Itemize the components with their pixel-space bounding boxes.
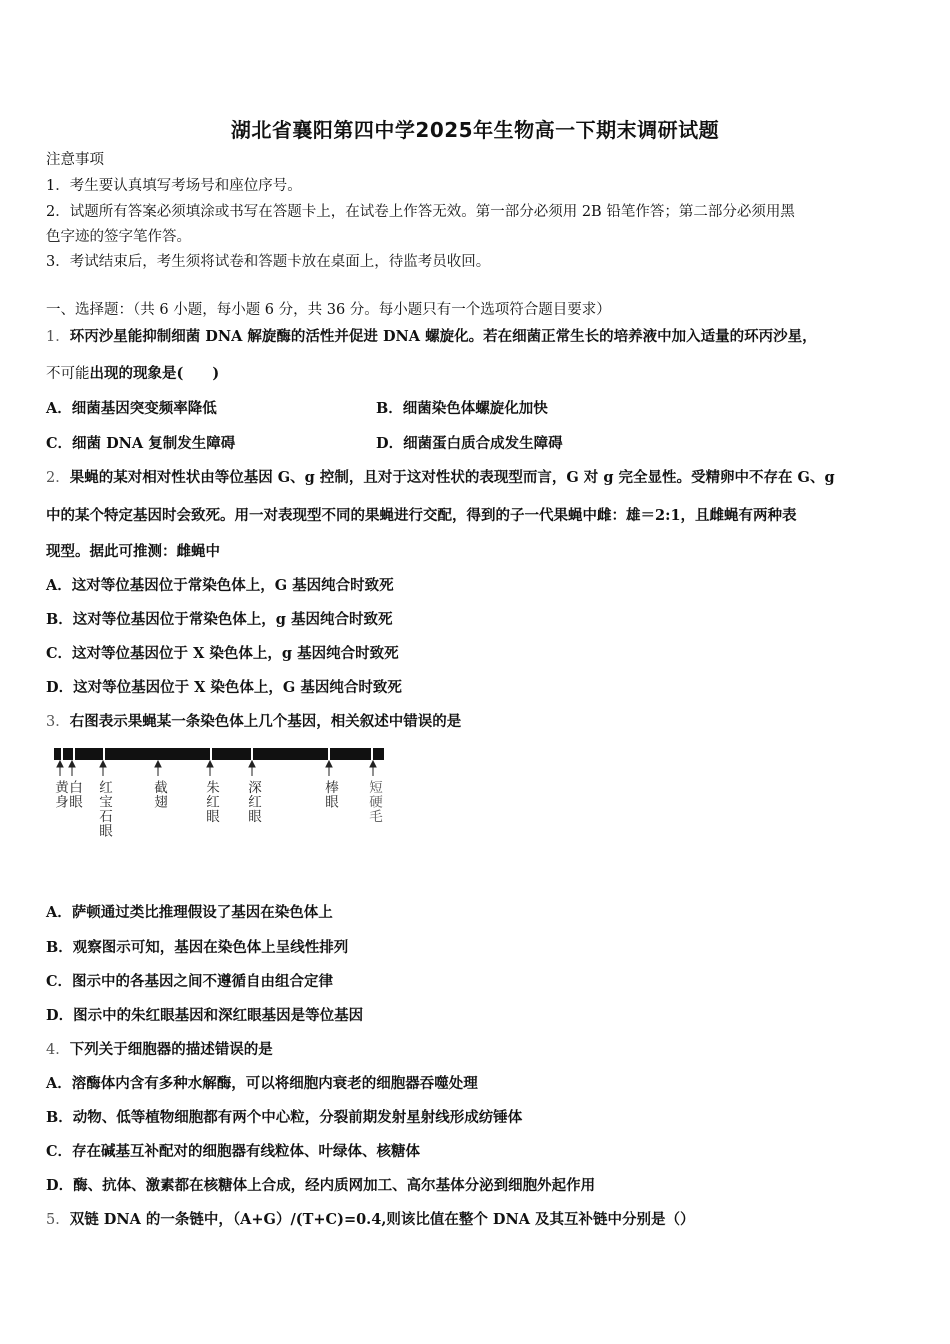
question-text: 环丙沙星能抑制细菌 DNA 解旋酶的活性并促进 DNA 螺旋化。若在细菌正常生长的培养液中加入适量的环丙沙星， bbox=[69, 328, 817, 345]
chromosome-gene-diagram bbox=[48, 742, 388, 862]
gene-label-vermilion-eye: 朱红眼 bbox=[203, 780, 219, 824]
notice-item: 2．试题所有答案必须填涂或书写在答题卡上，在试卷上作答无效。第一部分必须用 2B 铅笔作答；第二部分必须用黑 bbox=[46, 204, 795, 220]
section-heading: 一、选择题：（共 6 小题，每小题 6 分，共 36 分。每小题只有一个选项符合题目要求） bbox=[46, 302, 611, 318]
question-text: 双链 DNA 的一条链中，（A+G）/(T+C)=0.4,则该比值在整个 DNA 及其互补链中分别是（） bbox=[69, 1211, 695, 1228]
question-text: 右图表示果蝇某一条染色体上几个基因，相关叙述中错误的是 bbox=[69, 713, 462, 730]
notice-item: 色字迹的签字笔作答。 bbox=[46, 229, 191, 245]
option-a[interactable]: A．溶酶体内含有多种水解酶，可以将细胞内衰老的细胞器吞噬处理 bbox=[46, 1075, 478, 1092]
option-a[interactable]: A．萨顿通过类比推理假设了基因在染色体上 bbox=[46, 904, 333, 921]
question-3 bbox=[46, 712, 908, 732]
option-d[interactable]: D．这对等位基因位于 X 染色体上，G 基因纯合时致死 bbox=[46, 679, 402, 696]
question-2-line3: 现型。据此可推测：雌蝇中 bbox=[46, 543, 220, 560]
question-number: 3． bbox=[46, 714, 70, 730]
notice-heading: 注意事项 bbox=[46, 152, 104, 168]
option-b[interactable]: B．观察图示可知，基因在染色体上呈线性排列 bbox=[46, 939, 349, 956]
option-b[interactable]: B．细菌染色体螺旋化加快 bbox=[376, 400, 548, 417]
gene-label-bar-eye: 棒眼 bbox=[322, 780, 338, 809]
option-b[interactable]: B．这对等位基因位于常染色体上，g 基因纯合时致死 bbox=[46, 611, 393, 628]
question-5 bbox=[46, 1210, 908, 1230]
option-d[interactable]: D．酶、抗体、激素都在核糖体上合成，经内质网加工、高尔基体分泌到细胞外起作用 bbox=[46, 1177, 596, 1194]
emphasis-text: 不可能 bbox=[46, 366, 90, 382]
question-1-line2 bbox=[46, 364, 908, 384]
option-a[interactable]: A．细菌基因突变频率降低 bbox=[46, 400, 217, 417]
notice-item: 1．考生要认真填写考场号和座位序号。 bbox=[46, 178, 302, 194]
gene-label-white-eye: 白眼 bbox=[66, 780, 82, 809]
gene-label-short-bristle: 短硬毛 bbox=[366, 780, 382, 824]
gene-label-cut-wing: 截翅 bbox=[151, 780, 167, 809]
option-c[interactable]: C．图示中的各基因之间不遵循自由组合定律 bbox=[46, 973, 334, 990]
question-1 bbox=[46, 327, 908, 347]
question-2-line2: 中的某个特定基因时会致死。用一对表现型不同的果蝇进行交配，得到的子一代果蝇中雌：雄＝2:1，且雌蝇有两种表 bbox=[46, 507, 797, 524]
gene-label-carmine-eye: 深红眼 bbox=[245, 780, 261, 824]
page-title: 湖北省襄阳第四中学2025年生物高一下期末调研试题 bbox=[230, 118, 720, 142]
option-d[interactable]: D．细菌蛋白质合成发生障碍 bbox=[376, 435, 563, 452]
gene-label-ruby-eye: 红宝石眼 bbox=[96, 780, 112, 838]
question-number: 1． bbox=[46, 329, 70, 345]
option-c[interactable]: C．存在碱基互补配对的细胞器有线粒体、叶绿体、核糖体 bbox=[46, 1143, 421, 1160]
option-c[interactable]: C．这对等位基因位于 X 染色体上，g 基因纯合时致死 bbox=[46, 645, 399, 662]
question-text: 出现的现象是( ) bbox=[89, 365, 220, 382]
option-a[interactable]: A．这对等位基因位于常染色体上，G 基因纯合时致死 bbox=[46, 577, 394, 594]
notice-item: 3．考试结束后，考生须将试卷和答题卡放在桌面上，待监考员收回。 bbox=[46, 254, 491, 270]
option-c[interactable]: C．细菌 DNA 复制发生障碍 bbox=[46, 435, 236, 452]
question-number: 5． bbox=[46, 1212, 70, 1228]
question-number: 4． bbox=[46, 1042, 70, 1058]
question-text: 下列关于细胞器的描述错误的是 bbox=[69, 1041, 273, 1058]
question-text: 果蝇的某对相对性状由等位基因 G、g 控制，且对于这对性状的表现型而言，G 对 g 完全显性。受精卵中不存在 G、g bbox=[69, 469, 835, 486]
gene-label-yellow-body: 黄身 bbox=[52, 780, 68, 809]
question-number: 2． bbox=[46, 470, 70, 486]
chromosome-bar bbox=[48, 742, 388, 782]
question-2 bbox=[46, 468, 908, 488]
question-4 bbox=[46, 1040, 908, 1060]
option-d[interactable]: D．图示中的朱红眼基因和深红眼基因是等位基因 bbox=[46, 1007, 364, 1024]
option-b[interactable]: B．动物、低等植物细胞都有两个中心粒，分裂前期发射星射线形成纺锤体 bbox=[46, 1109, 523, 1126]
